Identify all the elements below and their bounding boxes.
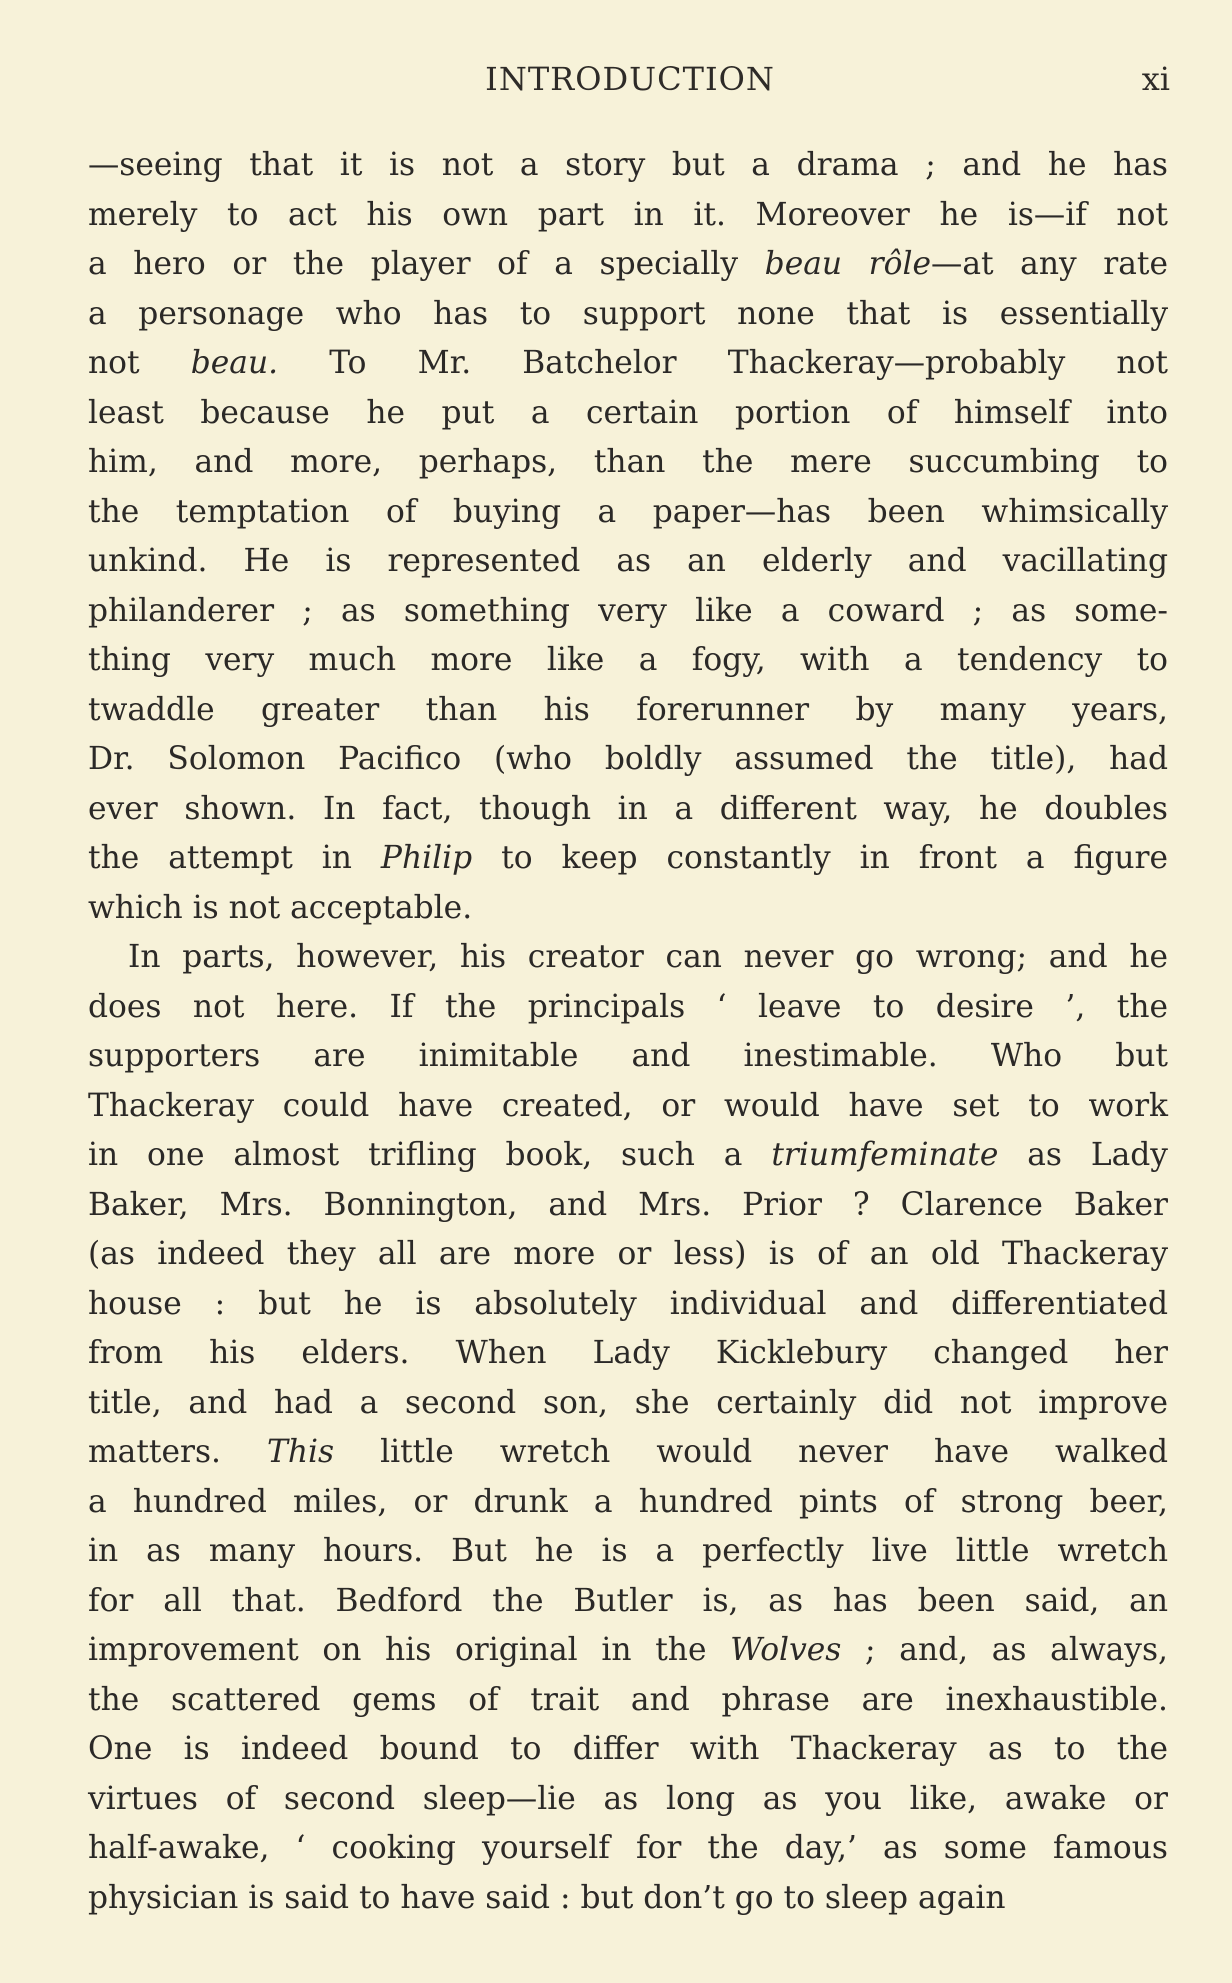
text-segment: him, and more, perhaps, than the mere succumbing to <box>88 444 1168 480</box>
text-segment: the scattered gems of trait and phrase are inexhaustible. <box>88 1681 1168 1718</box>
italic-text: Wolves <box>730 1632 842 1668</box>
text-segment: unkind. He is represented as an elderly and vacillating <box>88 543 1168 579</box>
text-line <box>88 537 1168 587</box>
italic-text: beau rôle <box>764 246 932 282</box>
text-line <box>88 1775 1168 1825</box>
text-segment: To Mr. Batchelor Thackeray—probably not <box>278 345 1168 381</box>
text-segment: merely to act his own part in it. Moreover he is—if not <box>88 196 1168 233</box>
text-segment: —at any rate <box>931 246 1169 282</box>
text-segment: half-awake, ‘ cooking yourself for the day,’ as some famous <box>88 1830 1168 1866</box>
text-segment: not <box>88 345 191 381</box>
text-line <box>88 735 1168 785</box>
text-line <box>88 587 1168 637</box>
text-line <box>88 1527 1168 1577</box>
text-segment: improvement on his original in the <box>88 1632 731 1668</box>
text-line <box>88 1626 1168 1676</box>
text-line <box>88 191 1168 241</box>
text-line <box>88 686 1168 736</box>
text-line <box>88 1824 1168 1874</box>
italic-text: This <box>266 1434 335 1470</box>
text-line <box>88 1280 1168 1330</box>
text-segment: philanderer ; as something very like a coward ; as some- <box>88 592 1168 629</box>
text-line <box>88 983 1168 1033</box>
text-line <box>88 290 1168 340</box>
text-segment: (as indeed they all are more or less) is of an old Thackeray <box>88 1236 1168 1272</box>
text-segment: little wretch would never have walked <box>334 1434 1168 1470</box>
text-line <box>88 438 1168 488</box>
text-line <box>88 1230 1168 1280</box>
text-line <box>88 1874 1168 1924</box>
text-segment: Baker, Mrs. Bonnington, and Mrs. Prior ? Clarence Baker <box>88 1186 1168 1223</box>
text-line <box>88 1428 1168 1478</box>
italic-text: beau. <box>190 345 279 381</box>
text-line <box>88 141 1168 191</box>
text-line <box>88 1725 1168 1775</box>
text-segment: which is not acceptable. <box>88 889 473 926</box>
text-line <box>88 834 1168 884</box>
text-segment: ever shown. In fact, though in a different way, he doubles <box>88 790 1168 827</box>
text-segment: thing very much more like a fogy, with a tendency to <box>88 642 1168 678</box>
text-segment: physician is said to have said : but don’t go to sleep again <box>88 1879 1006 1916</box>
page-header <box>90 60 1170 110</box>
text-line <box>88 1329 1168 1379</box>
page-number: xi <box>1141 60 1170 98</box>
text-line <box>88 339 1168 389</box>
text-segment: a hundred miles, or drunk a hundred pints of strong beer, <box>88 1483 1168 1520</box>
text-line <box>88 785 1168 835</box>
text-line <box>88 636 1168 686</box>
text-line <box>88 1131 1168 1181</box>
text-line <box>88 389 1168 439</box>
body-text <box>88 141 1168 1923</box>
text-line <box>88 488 1168 538</box>
text-segment: Thackeray could have created, or would have set to work <box>88 1087 1168 1124</box>
text-segment: virtues of second sleep—lie as long as you like, awake or <box>88 1780 1168 1817</box>
text-line <box>88 1379 1168 1429</box>
text-segment: from his elders. When Lady Kicklebury changed her <box>88 1335 1168 1371</box>
text-segment: least because he put a certain portion of himself into <box>88 394 1168 431</box>
text-segment: supporters are inimitable and inestimable. Who but <box>88 1038 1168 1074</box>
text-segment: does not here. If the principals ‘ leave to desire ’, the <box>88 988 1168 1025</box>
text-segment: for all that. Bedford the Butler is, as has been said, an <box>88 1582 1168 1619</box>
text-line <box>88 1181 1168 1231</box>
text-segment: the temptation of buying a paper—has been whimsically <box>88 493 1168 530</box>
text-line <box>88 240 1168 290</box>
text-line <box>88 1577 1168 1627</box>
text-segment: One is indeed bound to differ with Thackeray as to the <box>88 1731 1168 1767</box>
running-title: INTRODUCTION <box>485 60 775 98</box>
text-segment: to keep constantly in front a figure <box>472 840 1169 876</box>
text-segment: —seeing that it is not a story but a drama ; and he has <box>88 147 1168 183</box>
text-segment: twaddle greater than his forerunner by many years, <box>88 691 1168 728</box>
text-segment: a personage who has to support none that is essentially <box>88 295 1168 332</box>
text-segment: house : but he is absolutely individual and differentiated <box>88 1285 1168 1322</box>
text-segment: a hero or the player of a specially <box>88 246 765 282</box>
text-line <box>88 1032 1168 1082</box>
text-line <box>88 933 1168 983</box>
text-line <box>88 1478 1168 1528</box>
text-segment: title, and had a second son, she certainly did not improve <box>88 1384 1168 1421</box>
text-segment: in one almost trifling book, such a <box>88 1137 772 1173</box>
text-segment: in as many hours. But he is a perfectly live little wretch <box>88 1533 1168 1569</box>
text-line <box>88 1082 1168 1132</box>
italic-text: triumfeminate <box>771 1137 999 1173</box>
text-line <box>88 884 1168 934</box>
text-segment: ; and, as always, <box>841 1632 1168 1668</box>
text-segment: In parts, however, his creator can never go wrong; and he <box>128 939 1168 975</box>
text-segment: Dr. Solomon Pacifico (who boldly assumed the title), had <box>88 741 1168 777</box>
text-segment: the attempt in <box>88 840 381 876</box>
text-line <box>88 1676 1168 1726</box>
italic-text: Philip <box>380 840 473 876</box>
text-segment: matters. <box>88 1434 267 1470</box>
text-segment: as Lady <box>998 1137 1168 1173</box>
